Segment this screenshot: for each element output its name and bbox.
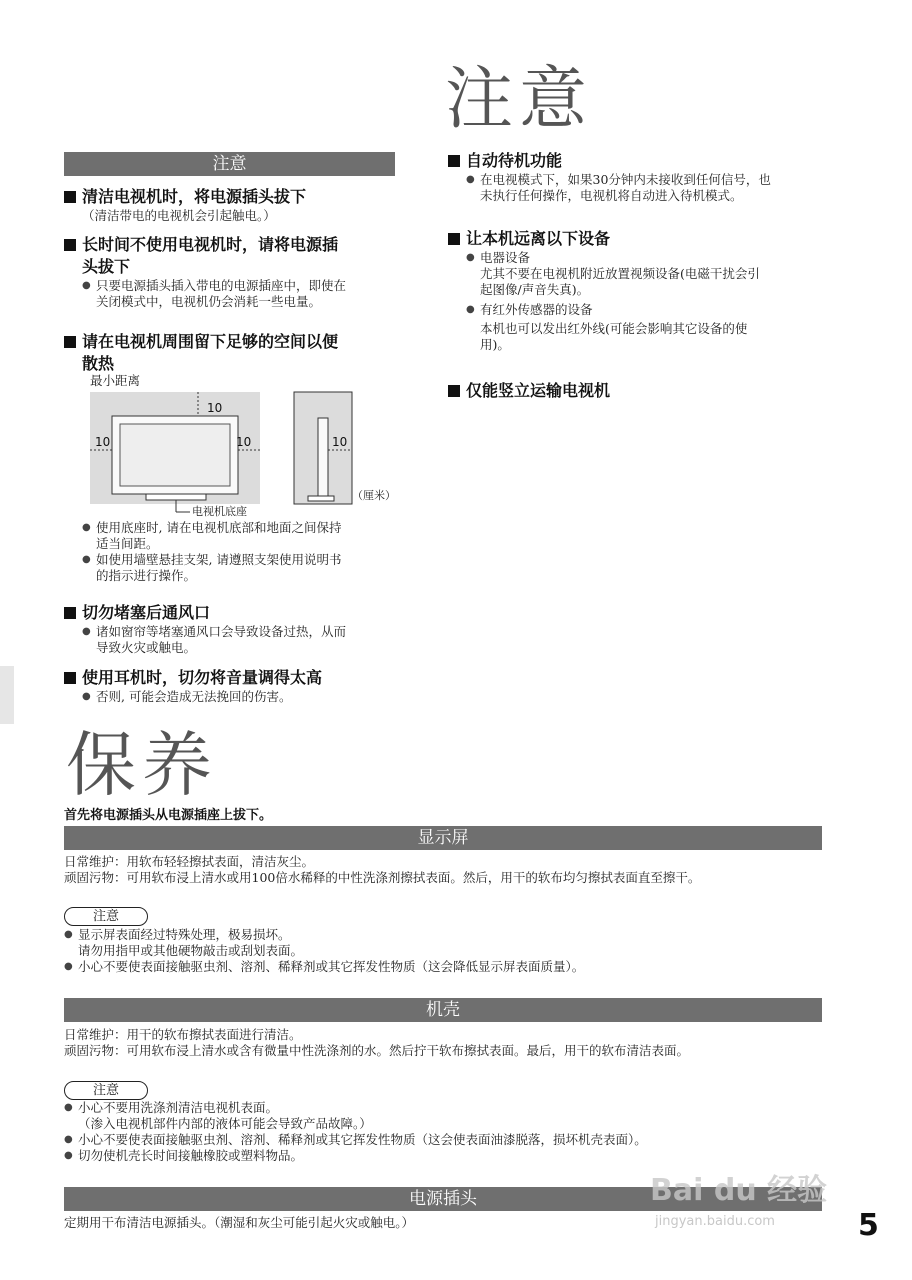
list-item: ● 小心不要使表面接触驱虫剂、溶剂、稀释剂或其它挥发性物质（这会使表面油漆脱落，损坏机壳表面）。 (64, 1132, 844, 1148)
square-bullet-icon (64, 607, 76, 619)
page-title: 注意 (445, 60, 594, 139)
list-item: ● 小心不要用洗涤剂清洁电视机表面。 （渗入电视机部件内部的液体可能会导致产品故障。） (64, 1100, 844, 1132)
cabinet-care-text: 日常维护：用干的软布擦拭表面进行清洁。 顽固污物：可用软布浸上清水或含有微量中性洗涤剂的水。然后拧干软布擦拭表面。最后，用干的软布清洁表面。 (64, 1027, 690, 1058)
page-number: 5 (858, 1208, 879, 1243)
plug-care-text: 定期用干布清洁电源插头。（潮湿和灰尘可能引起火灾或触电。） (64, 1215, 415, 1230)
heading: 清洁电视机时，将电源插头拔下 (64, 186, 399, 208)
clearance-top: 10 (207, 401, 223, 415)
caution-long-unused: 长时间不使用电视机时，请将电源插 头拔下 ● 只要电源插头插入带电的电源插座中，即使在 关闭模式中，电视机仍会消耗一些电量。 (64, 234, 399, 310)
caution-headphones: 使用耳机时，切勿将音量调得太高 ● 否则, 可能会造成无法挽回的伤害。 (64, 667, 399, 705)
display-cautions (64, 927, 844, 975)
square-bullet-icon (64, 672, 76, 684)
caution-pill: 注意 (64, 1081, 148, 1100)
list-item: ● 如使用墙壁悬挂支架, 请遵照支架使用说明书 的指示进行操作。 (82, 552, 402, 584)
square-bullet-icon (64, 239, 76, 251)
section-bar-caution: 注意 (64, 152, 395, 176)
list-item: ● 使用底座时, 请在电视机底部和地面之间保持 适当间距。 (82, 520, 402, 552)
square-bullet-icon (448, 385, 460, 397)
list-item: ● 切勿使机壳长时间接触橡胶或塑料物品。 (64, 1148, 844, 1164)
list-item: ● 小心不要使表面接触驱虫剂、溶剂、稀释剂或其它挥发性物质（这会降低显示屏表面质量）。 (64, 959, 844, 975)
stand-label: 电视机底座 (192, 505, 247, 518)
min-distance-label: 最小距离 (90, 373, 141, 388)
care-title: 保养 (66, 724, 218, 806)
watermark-url: jingyan.baidu.com (655, 1214, 775, 1229)
care-intro: 首先将电源插头从电源插座上拔下。 (64, 808, 273, 823)
transport-upright: 仅能竖立运输电视机 (448, 380, 828, 402)
caution-ventilation-space: 请在电视机周围留下足够的空间以便 散热 (64, 331, 399, 375)
square-bullet-icon (64, 336, 76, 348)
cabinet-cautions (64, 1100, 844, 1164)
caution-rear-vent: 切勿堵塞后通风口 ● 诸如窗帘等堵塞通风口会导致设备过热，从而 导致火灾或触电。 (64, 602, 399, 656)
square-bullet-icon (448, 233, 460, 245)
caution-unplug-cleaning: 清洁电视机时，将电源插头拔下 （清洁带电的电视机会引起触电。） (64, 186, 399, 224)
clearance-right: 10 (236, 435, 252, 449)
clearance-left: 10 (95, 435, 111, 449)
unit-label: （厘米） (352, 489, 396, 502)
section-bar-cabinet: 机壳 (64, 998, 822, 1022)
square-bullet-icon (448, 155, 460, 167)
square-bullet-icon (64, 191, 76, 203)
list-item: ● 显示屏表面经过特殊处理，极易损坏。 请勿用指甲或其他硬物敲击或刮划表面。 (64, 927, 844, 959)
baidu-logo: Bai du 经验 (650, 1173, 828, 1208)
display-care-text: 日常维护：用软布轻轻擦拭表面，清洁灰尘。 顽固污物：可用软布浸上清水或用100倍水稀释的中性洗涤剂擦拭表面。然后，用干的软布均匀擦拭表面直至擦干。 (64, 854, 701, 885)
section-bar-display: 显示屏 (64, 826, 822, 850)
keep-away-devices: 让本机远离以下设备 ● 电器设备 尤其不要在电视机附近放置视频设备(电磁干扰会引 起图像/声音失真)。 ● 有红外传感器的设备 本机也可以发出红外线(可能会影响其它设备的使 用)。 (448, 228, 828, 353)
caution-pill: 注意 (64, 907, 148, 926)
section-bar-plug: 电源插头 (64, 1187, 822, 1211)
stand-notes (82, 520, 402, 584)
tv-side-icon (318, 418, 328, 498)
clearance-side: 10 (332, 435, 348, 449)
tv-stand-icon (146, 494, 206, 500)
side-tab-marker (0, 666, 14, 724)
auto-standby: 自动待机功能 ● 在电视模式下，如果30分钟内未接收到任何信号，也 未执行任何操作，电视机将自动进入待机模式。 (448, 150, 828, 204)
